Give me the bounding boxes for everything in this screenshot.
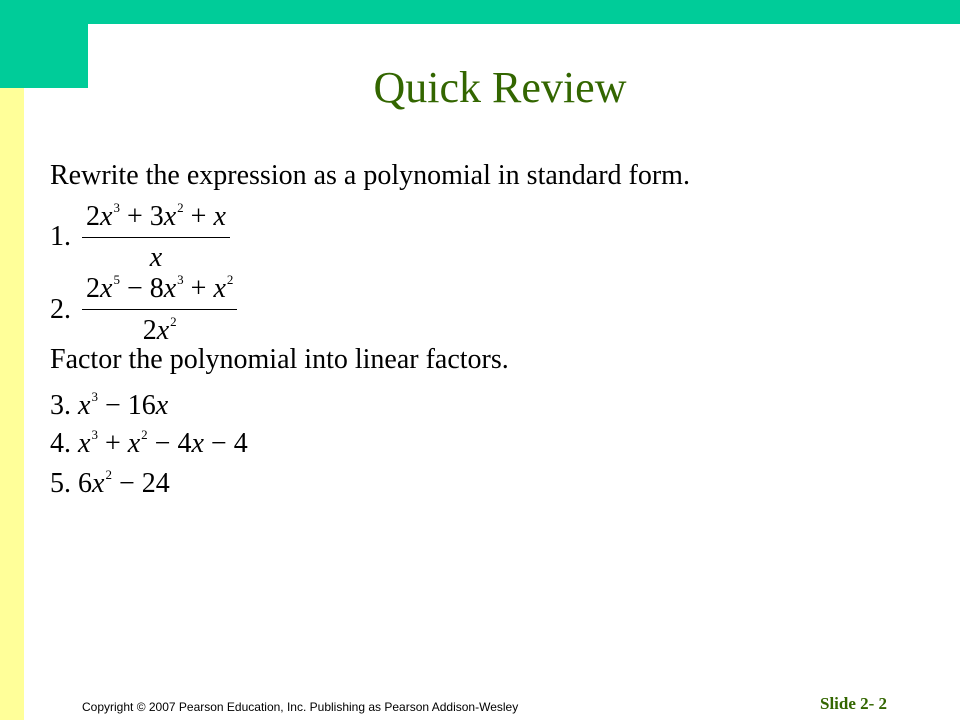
problem-4: 4. $x^3 + x^2 - 4x - 4$ — [50, 427, 248, 459]
problem-1-label: 1. — [50, 221, 71, 252]
problem-2 — [50, 272, 237, 347]
problem-4-label: 4. — [50, 428, 71, 459]
problem-3-label: 3. — [50, 390, 71, 421]
problem-5-label: 5. — [50, 468, 71, 499]
slide-title: Quick Review — [373, 63, 627, 112]
copyright-notice: Copyright © 2007 Pearson Education, Inc. Publishing as Pearson Addison-Wesley — [82, 700, 519, 714]
problem-1 — [50, 200, 230, 274]
problem-1-numerator: $2x^3 + 3x^2 + x$ — [82, 200, 230, 238]
problem-2-fraction — [82, 272, 237, 347]
problem-5: 5. $6x^2 - 24$ — [50, 467, 170, 499]
section2-heading: Factor the polynomial into linear factors. — [50, 344, 509, 375]
slide-number: Slide 2- 2 — [820, 694, 888, 713]
problem-1-denominator: x — [149, 242, 163, 273]
section1-heading: Rewrite the expression as a polynomial in standard form. — [50, 160, 690, 191]
side-accent-band — [0, 88, 24, 720]
problem-2-denominator: $2x^2$ — [142, 314, 177, 346]
top-accent-band — [0, 0, 960, 24]
problem-2-label: 2. — [50, 293, 71, 325]
problem-2-numerator: $2x^5 - 8x^3 + x^2$ — [82, 272, 237, 310]
problem-3: 3. $x^3 - 16x$ — [50, 389, 169, 421]
problem-1-fraction — [82, 200, 230, 274]
